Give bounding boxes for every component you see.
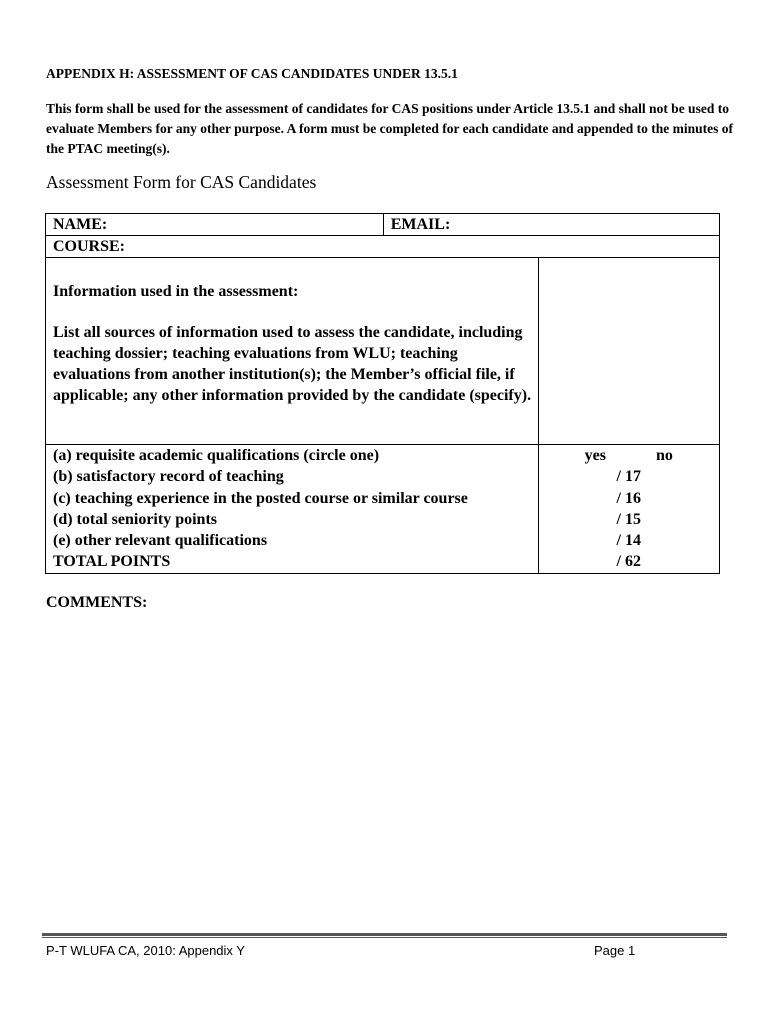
appendix-heading: APPENDIX H: ASSESSMENT OF CAS CANDIDATES UNDER 13.5.1 bbox=[46, 66, 458, 81]
criterion-d-label: (d) total seniority points bbox=[53, 510, 217, 528]
criterion-c-score[interactable]: / 16 bbox=[616, 489, 641, 507]
criterion-e-label: (e) other relevant qualifications bbox=[53, 532, 268, 550]
information-entry-field[interactable] bbox=[538, 258, 719, 445]
score-column bbox=[538, 445, 719, 574]
total-points-label: TOTAL POINTS bbox=[53, 553, 171, 571]
criterion-a-label: (a) requisite academic qualifications (circle one) bbox=[53, 447, 380, 464]
footer-page-number: Page 1 bbox=[594, 943, 636, 958]
assessment-table bbox=[45, 213, 720, 574]
name-email-row bbox=[46, 214, 720, 236]
footer-divider-thin bbox=[42, 937, 727, 938]
footer-document-reference: P-T WLUFA CA, 2010: Appendix Y bbox=[46, 943, 245, 958]
yes-option[interactable]: yes bbox=[584, 447, 606, 464]
criterion-e-score[interactable]: / 14 bbox=[616, 532, 641, 550]
information-heading: Information used in the assessment: bbox=[53, 283, 299, 300]
criterion-d-score[interactable]: / 15 bbox=[616, 510, 641, 528]
form-title: Assessment Form for CAS Candidates bbox=[46, 172, 317, 192]
comments-label: COMMENTS: bbox=[46, 594, 148, 611]
qualification-choice bbox=[539, 445, 719, 466]
email-field[interactable] bbox=[383, 214, 719, 236]
course-field[interactable] bbox=[46, 236, 720, 258]
total-points-score[interactable]: / 62 bbox=[616, 553, 641, 571]
information-row bbox=[46, 258, 720, 445]
intro-paragraph: This form shall be used for the assessment of candidates for CAS positions under Article 13.5.1 and shall not be used to evaluate Members for any other purpose. A form must be completed for each candidate and appended to the minutes of the PTAC meeting(s). bbox=[46, 101, 733, 156]
course-label: COURSE: bbox=[53, 238, 126, 255]
course-row bbox=[46, 236, 720, 258]
email-label: EMAIL: bbox=[390, 216, 451, 233]
criterion-b-label: (b) satisfactory record of teaching bbox=[53, 468, 284, 486]
name-field[interactable] bbox=[46, 214, 384, 236]
information-cell bbox=[46, 258, 539, 445]
criterion-b-score[interactable]: / 17 bbox=[616, 468, 641, 486]
footer-divider bbox=[42, 933, 727, 936]
name-label: NAME: bbox=[53, 216, 108, 233]
information-instructions: List all sources of information used to assess the candidate, including teaching dossier; teaching evaluations from WLU; teaching evaluations from another institution(s); the Member’s official file, if applicable; any other information provided by the candidate (specify). bbox=[53, 324, 532, 404]
criteria-list bbox=[46, 445, 539, 574]
no-option[interactable]: no bbox=[655, 447, 673, 464]
criteria-row bbox=[46, 445, 720, 574]
criterion-c-label: (c) teaching experience in the posted course or similar course bbox=[53, 489, 468, 507]
